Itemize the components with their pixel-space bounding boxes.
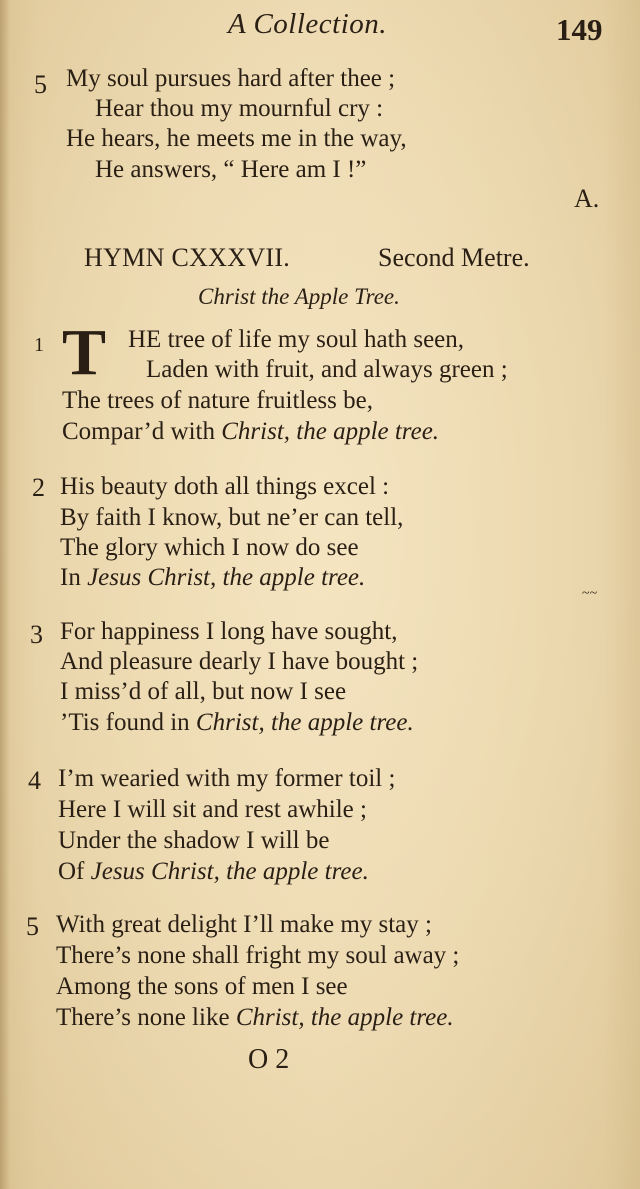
verse-line: By faith I know, but ne’er can tell, (60, 504, 404, 531)
verse-line: The trees of nature fruitless be, (62, 387, 373, 414)
page-gutter-shadow (0, 0, 10, 1189)
verse-line: His beauty doth all things excel : (60, 473, 390, 500)
verse-line: Here I will sit and rest awhile ; (58, 796, 367, 823)
verse-line: I’m wearied with my former toil ; (58, 765, 396, 792)
verse-line: Hear thou my mournful cry : (95, 95, 384, 122)
signature-mark: O 2 (248, 1044, 290, 1075)
verse-line: Laden with fruit, and always green ; (146, 356, 508, 383)
verse-line: ’Tis found in Christ, the apple tree. (60, 709, 414, 736)
stanza-number: 3 (30, 620, 43, 649)
stanza-number: 2 (32, 473, 45, 502)
hymn-subtitle: Christ the Apple Tree. (198, 284, 400, 309)
verse-line: Among the sons of men I see (56, 973, 348, 1000)
verse-line: Of Jesus Christ, the apple tree. (58, 858, 369, 885)
stanza-number: 5 (26, 912, 39, 941)
margin-mark: ~~ (582, 586, 598, 601)
verse-line: For happiness I long have sought, (60, 618, 398, 645)
hymn-title: HYMN CXXXVII. (84, 243, 291, 272)
verse-line: Compar’d with Christ, the apple tree. (62, 418, 440, 445)
hymn-metre: Second Metre. (378, 243, 530, 272)
drop-cap: T (62, 316, 107, 389)
stanza-number: 4 (28, 766, 41, 795)
verse-line: With great delight I’ll make my stay ; (56, 911, 432, 938)
verse-line: And pleasure dearly I have bought ; (60, 648, 419, 675)
verse-line: In Jesus Christ, the apple tree. (60, 564, 366, 591)
verse-line: HE tree of life my soul hath seen, (128, 326, 465, 353)
verse-line: There’s none like Christ, the apple tree. (56, 1004, 454, 1031)
running-head: A Collection. (228, 8, 388, 40)
tune-letter: A. (574, 184, 600, 213)
stanza-number: 1 (34, 334, 44, 356)
verse-line: There’s none shall fright my soul away ; (56, 942, 460, 969)
verse-line: He answers, “ Here am I !” (95, 156, 367, 183)
page-number: 149 (556, 12, 603, 47)
verse-line: Under the shadow I will be (58, 827, 330, 854)
stanza-number: 5 (34, 70, 47, 99)
verse-line: He hears, he meets me in the way, (66, 125, 407, 152)
verse-line: My soul pursues hard after thee ; (66, 65, 396, 92)
verse-line: I miss’d of all, but now I see (60, 678, 347, 705)
verse-line: The glory which I now do see (60, 534, 359, 561)
